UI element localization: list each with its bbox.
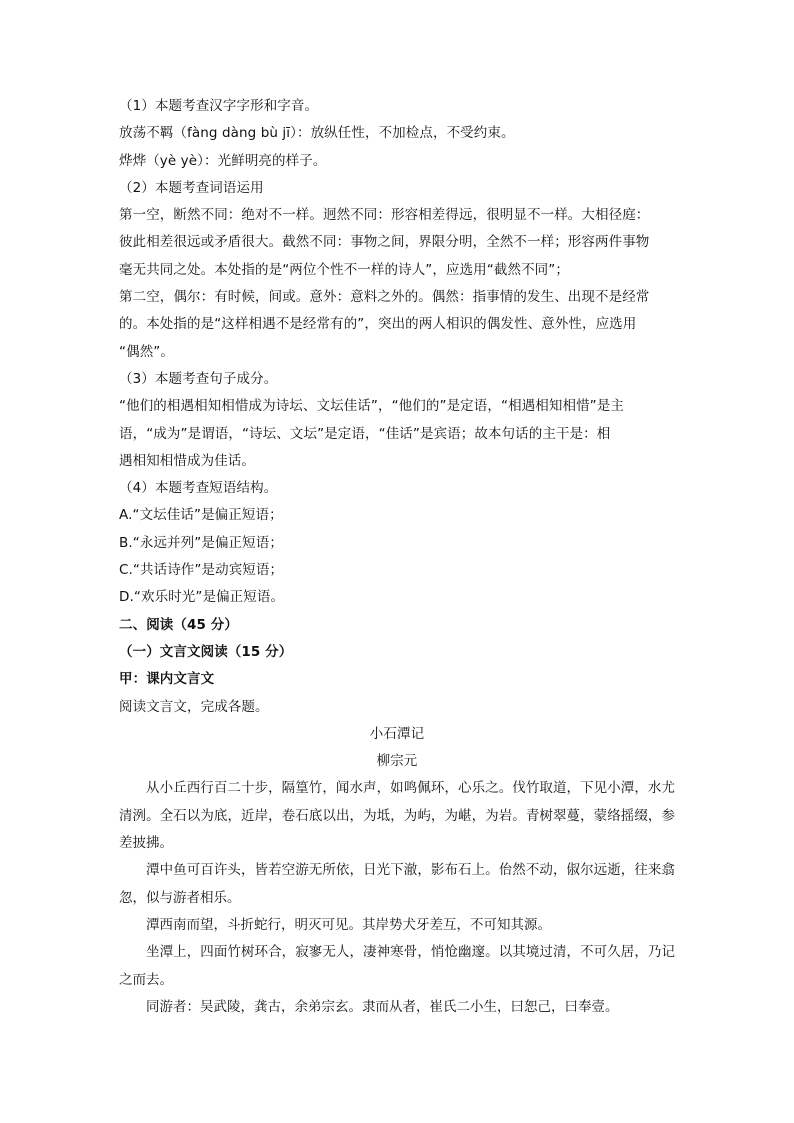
answer-line-1: （1）本题考查汉字字形和字音。 — [119, 98, 319, 114]
option-b: B.“永远并列”是偏正短语； — [119, 534, 283, 551]
document-content — [119, 93, 675, 1021]
instruction-text: 阅读文言文，完成各题。 — [119, 698, 269, 715]
answer-line-11: （3）本题考查句子成分。 — [119, 370, 278, 387]
passage-title: 小石潭记 — [369, 725, 425, 742]
option-d: D.“欢乐时光”是偏正短语。 — [119, 589, 285, 606]
answer-line-9: 的。本处指的是“这样相遇不是经常有的”，突出的两人相识的偶发性、意外性，应选用 — [119, 316, 637, 333]
answer-line-12: “他们的相遇相知相惜成为诗坛、文坛佳话”，“他们的”是定语，“相遇相知相惜”是主 — [119, 398, 624, 415]
answer-line-10: “偶然”。 — [119, 343, 174, 360]
passage-paragraph-5: 同游者：吴武陵，龚古，余弟宗玄。隶而从者，崔氏二小生，曰恕己，曰奉壹。 — [146, 998, 619, 1015]
part-heading: 甲：课内文言文 — [119, 671, 215, 688]
passage-paragraph-2: 潭中鱼可百许头，皆若空游无所依，日光下澈，影布石上。佁然不动，俶尔远逝，往来翕忽，似与游者相乐。 — [119, 862, 675, 906]
answer-line-4: （2）本题考查词语运用 — [119, 179, 264, 196]
passage-paragraph-1: 从小丘西行百二十步，隔篁竹，闻水声，如鸣佩环，心乐之。伐竹取道，下见小潭，水尤清洌。全石以为底，近岸，卷石底以出，为坻，为屿，为嵁，为岩。青树翠蔓，蒙络摇缀，参差披拂。 — [119, 780, 675, 852]
option-c: C.“共话诗作”是动宾短语； — [119, 562, 284, 579]
section-subheading: （一）文言文阅读（15 分） — [119, 643, 293, 660]
answer-line-3: 烨烨（yè yè）：光鲜明亮的样子。 — [119, 152, 327, 169]
answer-line-8: 第二空，偶尔：有时候，间或。意外：意料之外的。偶然：指事情的发生、出现不是经常 — [119, 289, 650, 306]
answer-line-13: 语，“成为”是谓语，“诗坛、文坛”是定语，“佳话”是宾语；故本句话的主干是：相 — [119, 425, 611, 442]
answer-line-15: （4）本题考查短语结构。 — [119, 480, 278, 497]
passage-paragraph-4: 坐潭上，四面竹树环合，寂寥无人，凄神寒骨，悄怆幽邃。以其境过清，不可久居，乃记之而去。 — [119, 944, 675, 988]
passage-paragraph-3: 潭西南而望，斗折蛇行，明灭可见。其岸势犬牙差互，不可知其源。 — [146, 916, 551, 933]
option-a: A.“文坛佳话”是偏正短语； — [119, 507, 283, 524]
answer-line-2: 放荡不羁（fàng dàng bù jī）：放纵任性，不加检点，不受约束。 — [119, 125, 515, 142]
section-heading: 二、阅读（45 分） — [119, 616, 238, 633]
answer-line-7: 毫无共同之处。本处指的是“两位个性不一样的诗人”，应选用“截然不同”； — [119, 261, 569, 278]
answer-line-5: 第一空，断然不同：绝对不一样。迥然不同：形容相差得远，很明显不一样。大相径庭： — [119, 207, 650, 224]
answer-line-14: 遇相知相惜成为佳话。 — [119, 452, 255, 469]
answer-line-6: 彼此相差很远或矛盾很大。截然不同：事物之间，界限分明，全然不一样；形容两件事物 — [119, 234, 650, 251]
passage-author: 柳宗元 — [376, 753, 418, 770]
